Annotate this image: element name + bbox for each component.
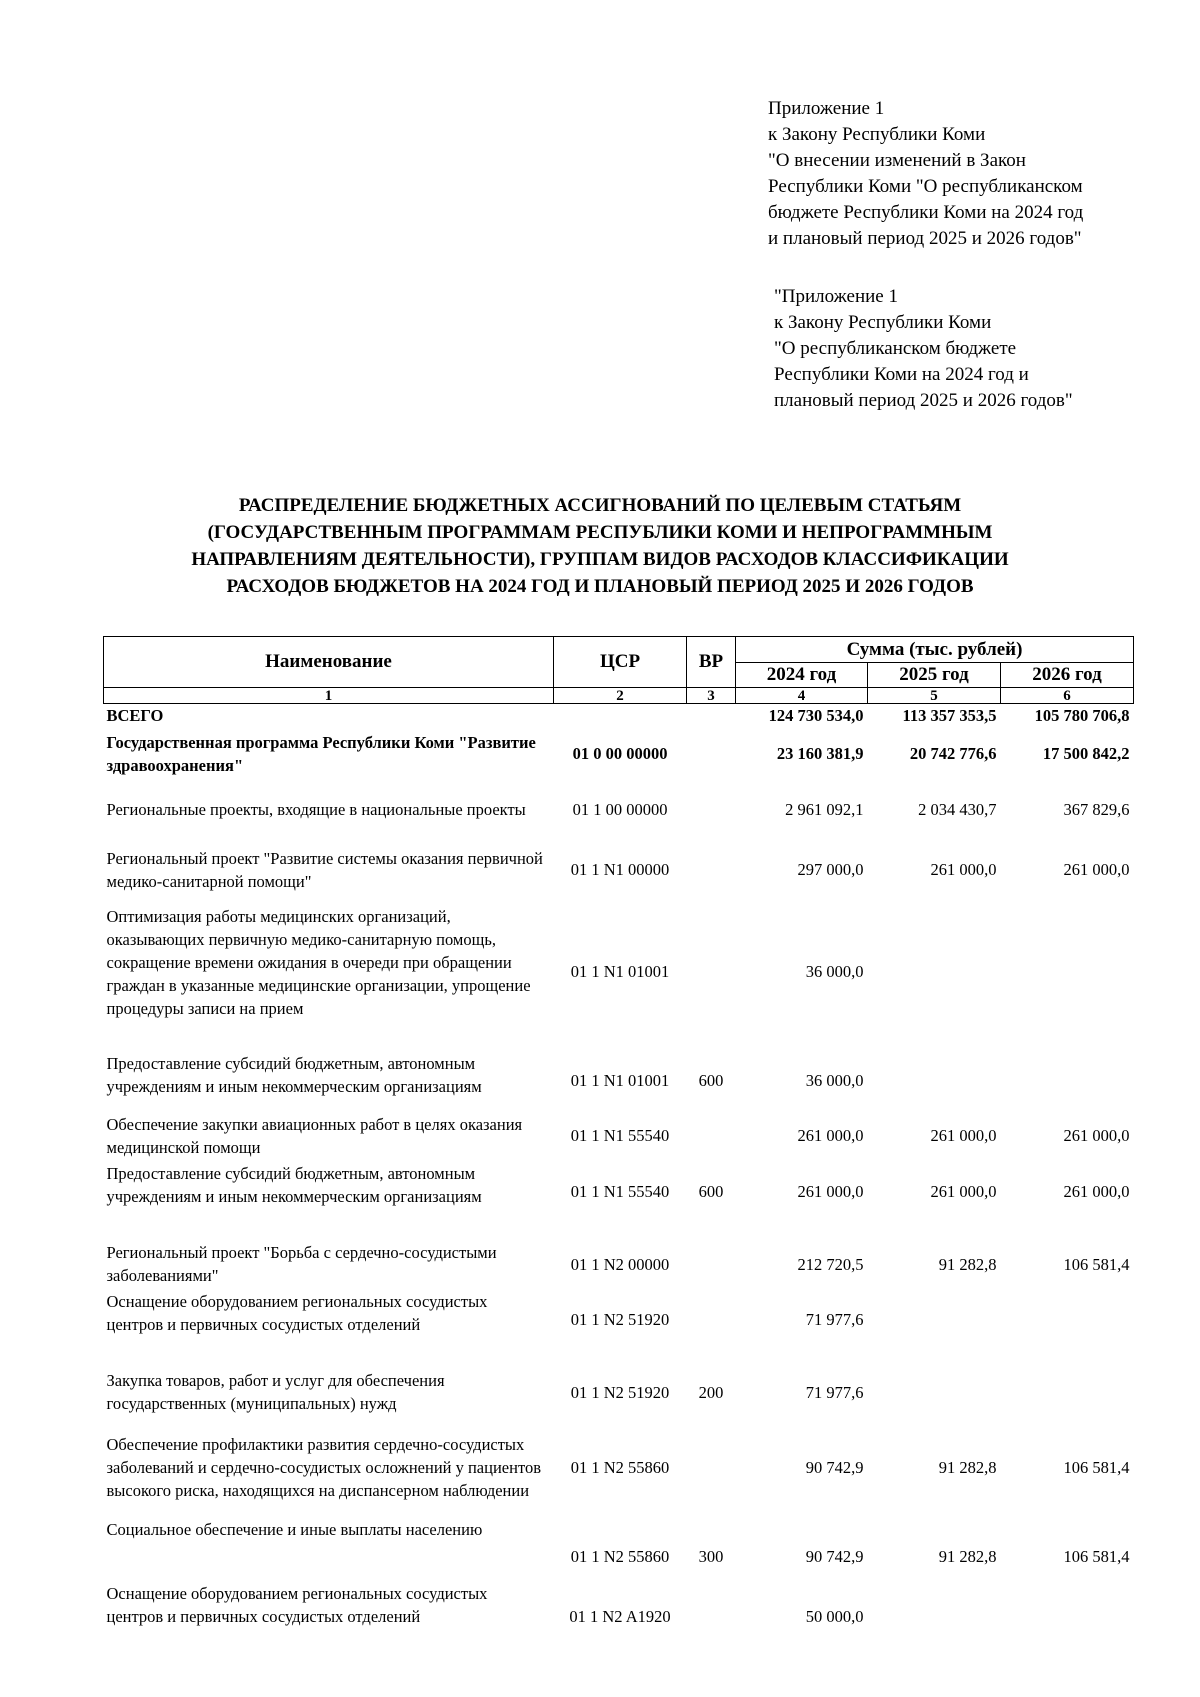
- row-name: Оснащение оборудованием региональных сосудистых центров и первичных сосудистых отделений: [106, 1583, 488, 1626]
- table-header-row: [104, 637, 1134, 663]
- row-amount-2025: 91 282,8: [938, 1546, 997, 1566]
- row-name: Предоставление субсидий бюджетным, автономным учреждениям и иным некоммерческим организациям: [106, 1163, 482, 1206]
- row-amount-2026: [1001, 1040, 1134, 1110]
- row-amount-2024: 2 961 092,1: [785, 800, 864, 819]
- row-vr: [687, 704, 736, 728]
- row-amount-2024: 212 720,5: [797, 1254, 864, 1274]
- annex-line: "О республиканском бюджете: [774, 338, 1017, 359]
- row-amount-2026: 105 780 706,8: [1034, 706, 1130, 726]
- row-csr: 01 1 N2 55860: [570, 1546, 670, 1566]
- row-amount-2024: 297 000,0: [797, 860, 864, 879]
- row-amount-2024: 71 977,6: [805, 1310, 864, 1329]
- row-amount-2026: [1001, 1290, 1134, 1350]
- column-number: 4: [736, 688, 868, 704]
- column-number: 1: [104, 688, 554, 704]
- row-vr: [687, 1418, 736, 1518]
- row-amount-2025: [868, 900, 1001, 1040]
- table-row: [104, 900, 1134, 1040]
- row-amount-2024: 71 977,6: [805, 1382, 864, 1402]
- annex-line: Республики Коми "О республиканском: [768, 176, 1083, 197]
- row-vr: [687, 1222, 736, 1290]
- header-csr: ЦСР: [554, 637, 687, 688]
- row-csr: 01 1 N1 01001: [570, 1070, 670, 1090]
- row-amount-2024: 50 000,0: [805, 1606, 864, 1626]
- header-year-2026: 2026 год: [1001, 663, 1134, 688]
- row-amount-2026: 261 000,0: [1063, 860, 1130, 879]
- row-vr: [687, 780, 736, 840]
- row-amount-2026: 106 581,4: [1063, 1254, 1130, 1274]
- title-line: НАПРАВЛЕНИЯМ ДЕЯТЕЛЬНОСТИ), ГРУППАМ ВИДОВ РАСХОДОВ КЛАССИФИКАЦИИ: [191, 549, 1009, 570]
- table-row: [104, 728, 1134, 780]
- row-csr: 01 1 N2 51920: [570, 1382, 670, 1402]
- row-csr: 01 1 N1 01001: [570, 961, 670, 981]
- row-amount-2026: 106 581,4: [1063, 1458, 1130, 1477]
- row-amount-2024: 90 742,9: [805, 1458, 864, 1477]
- annex-line: к Закону Республики Коми: [774, 312, 992, 333]
- row-csr: 01 1 N1 55540: [570, 1182, 670, 1201]
- annex-line: Республики Коми на 2024 год и: [774, 364, 1029, 385]
- row-vr: 600: [698, 1182, 724, 1201]
- row-amount-2025: 261 000,0: [930, 1182, 997, 1201]
- row-amount-2026: [1001, 900, 1134, 1040]
- annex-line: и плановый период 2025 и 2026 годов": [768, 228, 1082, 249]
- row-amount-2026: 261 000,0: [1063, 1126, 1130, 1145]
- row-amount-2025: [868, 1350, 1001, 1418]
- row-amount-2025: 20 742 776,6: [909, 744, 997, 763]
- row-vr: [687, 1290, 736, 1350]
- row-csr: 01 1 N2 51920: [570, 1310, 670, 1329]
- row-amount-2025: 113 357 353,5: [902, 706, 997, 726]
- row-amount-2026: 261 000,0: [1063, 1182, 1130, 1201]
- table-row: [104, 780, 1134, 840]
- table-row: [104, 1290, 1134, 1350]
- row-amount-2024: 261 000,0: [797, 1182, 864, 1201]
- row-vr: [687, 900, 736, 1040]
- row-amount-2024: 261 000,0: [797, 1126, 864, 1145]
- table-row: [104, 1418, 1134, 1518]
- table-row: [104, 1574, 1134, 1636]
- row-name: Предоставление субсидий бюджетным, автономным учреждениям и иным некоммерческим организациям: [106, 1053, 482, 1096]
- row-csr: 01 1 N1 55540: [570, 1126, 670, 1145]
- column-number: 6: [1001, 688, 1134, 704]
- row-amount-2025: 91 282,8: [938, 1458, 997, 1477]
- original-annex-reference-block: [774, 284, 1073, 414]
- row-name: Социальное обеспечение и иные выплаты населению: [106, 1519, 483, 1539]
- column-number: 5: [868, 688, 1001, 704]
- table-row: [104, 1040, 1134, 1110]
- row-csr: [554, 704, 687, 728]
- row-amount-2026: [1001, 1350, 1134, 1418]
- row-amount-2024: 36 000,0: [805, 961, 864, 981]
- table-row: [104, 1110, 1134, 1162]
- row-amount-2024: 90 742,9: [805, 1546, 864, 1566]
- row-name: Региональный проект "Борьба с сердечно-сосудистыми заболеваниями": [106, 1242, 497, 1285]
- row-name: Оснащение оборудованием региональных сосудистых центров и первичных сосудистых отделений: [106, 1291, 488, 1334]
- row-amount-2024: 36 000,0: [805, 1070, 864, 1090]
- header-vr: ВР: [687, 637, 736, 688]
- row-name: Обеспечение профилактики развития сердечно-сосудистых заболеваний и сердечно-сосудистых осложнений у пациентов высокого риска, находящихся на диспансерном наблюдении: [106, 1435, 541, 1500]
- row-csr: 01 0 00 00000: [572, 744, 668, 763]
- row-amount-2026: [1001, 1574, 1134, 1636]
- table-row: [104, 840, 1134, 900]
- row-amount-2025: 261 000,0: [930, 1126, 997, 1145]
- row-amount-2026: 106 581,4: [1063, 1546, 1130, 1566]
- table-row: [104, 1350, 1134, 1418]
- row-csr: 01 1 N2 A1920: [569, 1606, 671, 1626]
- annex-line: к Закону Республики Коми: [768, 124, 986, 145]
- column-number: 2: [554, 688, 687, 704]
- row-name: Оптимизация работы медицинских организаций, оказывающих первичную медико-санитарную помощь, сокращение времени ожидания в очереди при обращении граждан в указанные медицинские организации, упрощение процедуры записи на прием: [106, 906, 531, 1018]
- document-title: [100, 492, 1100, 600]
- row-amount-2024: 124 730 534,0: [768, 706, 864, 726]
- row-vr: 600: [698, 1070, 724, 1090]
- row-amount-2025: [868, 1574, 1001, 1636]
- row-vr: [687, 1574, 736, 1636]
- header-year-2025: 2025 год: [868, 663, 1001, 688]
- row-vr: [687, 1110, 736, 1162]
- budget-allocation-table: [103, 636, 1134, 1636]
- row-amount-2025: 261 000,0: [930, 860, 997, 879]
- annex-line: Приложение 1: [768, 98, 885, 119]
- row-csr: 01 1 00 00000: [572, 800, 668, 819]
- header-name: Наименование: [104, 637, 554, 688]
- row-name: Государственная программа Республики Коми "Развитие здравоохранения": [106, 732, 536, 775]
- header-sum: Сумма (тыс. рублей): [736, 637, 1134, 663]
- row-amount-2025: 91 282,8: [938, 1254, 997, 1274]
- annex-line: "Приложение 1: [774, 286, 898, 307]
- table-row: [104, 1222, 1134, 1290]
- table-row: [104, 704, 1134, 728]
- table-column-numbers-row: [104, 688, 1134, 704]
- row-csr: 01 1 N2 00000: [570, 1254, 670, 1274]
- row-amount-2025: [868, 1040, 1001, 1110]
- row-csr: 01 1 N1 00000: [570, 860, 670, 879]
- row-vr: [687, 840, 736, 900]
- row-name: Региональные проекты, входящие в национальные проекты: [106, 800, 526, 819]
- header-year-2024: 2024 год: [736, 663, 868, 688]
- column-number: 3: [687, 688, 736, 704]
- title-line: РАСХОДОВ БЮДЖЕТОВ НА 2024 ГОД И ПЛАНОВЫЙ ПЕРИОД 2025 И 2026 ГОДОВ: [226, 576, 974, 597]
- annex-reference-block: [768, 96, 1083, 252]
- annex-line: "О внесении изменений в Закон: [768, 150, 1026, 171]
- row-amount-2025: 2 034 430,7: [918, 800, 997, 819]
- row-amount-2026: 367 829,6: [1063, 800, 1130, 819]
- row-name: ВСЕГО: [106, 706, 164, 726]
- row-amount-2024: 23 160 381,9: [776, 744, 864, 763]
- title-line: РАСПРЕДЕЛЕНИЕ БЮДЖЕТНЫХ АССИГНОВАНИЙ ПО ЦЕЛЕВЫМ СТАТЬЯМ: [238, 495, 962, 516]
- row-csr: 01 1 N2 55860: [570, 1458, 670, 1477]
- row-name: Закупка товаров, работ и услуг для обеспечения государственных (муниципальных) нужд: [106, 1370, 445, 1413]
- row-vr: 200: [698, 1382, 724, 1402]
- row-amount-2026: 17 500 842,2: [1042, 744, 1130, 763]
- title-line: (ГОСУДАРСТВЕННЫМ ПРОГРАММАМ РЕСПУБЛИКИ КОМИ И НЕПРОГРАММНЫМ: [207, 522, 993, 543]
- annex-line: плановый период 2025 и 2026 годов": [774, 390, 1073, 411]
- row-name: Региональный проект "Развитие системы оказания первичной медико-санитарной помощи": [106, 848, 543, 891]
- annex-line: бюджете Республики Коми на 2024 год: [768, 202, 1084, 223]
- row-name: Обеспечение закупки авиационных работ в целях оказания медицинской помощи: [106, 1114, 523, 1157]
- table-row: [104, 1162, 1134, 1222]
- row-vr: 300: [698, 1546, 724, 1566]
- table-row: [104, 1518, 1134, 1574]
- row-amount-2025: [868, 1290, 1001, 1350]
- row-vr: [687, 728, 736, 780]
